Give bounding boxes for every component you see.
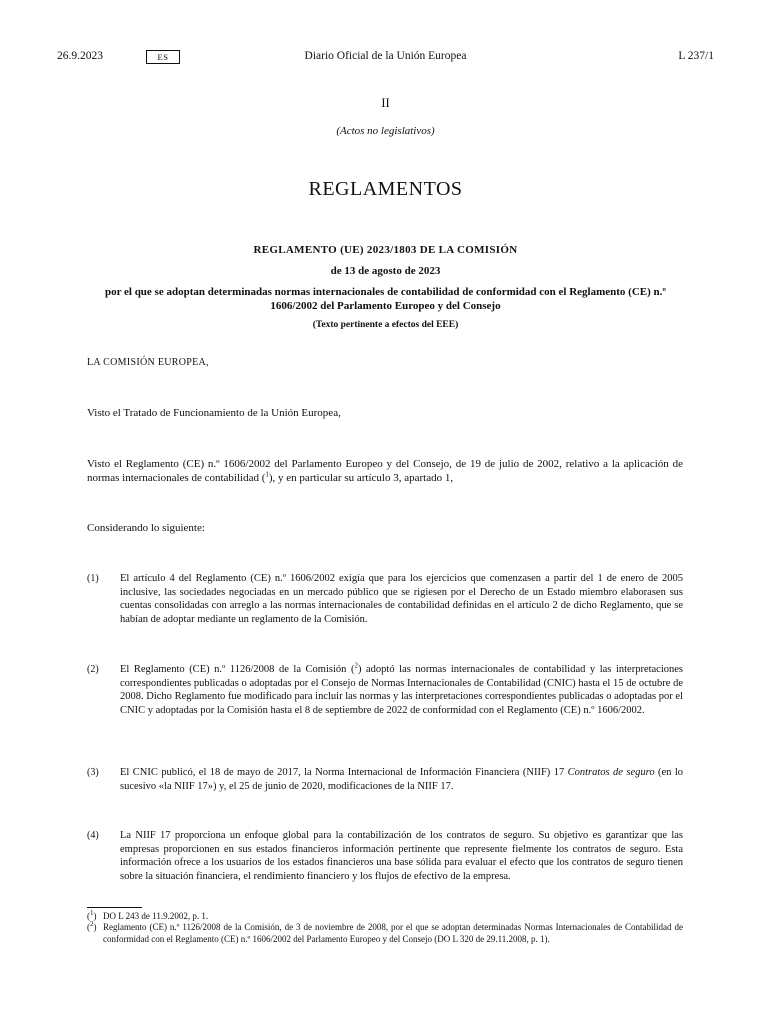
recital-text (120, 766, 683, 793)
recital-text-a: El CNIC publicó, el 18 de mayo de 2017, la Norma Internacional de Información Financiera (NIIF) 17 (120, 767, 568, 778)
footnote-divider (87, 907, 142, 908)
recital (87, 766, 683, 793)
recital-text: La NIIF 17 proporciona un enfoque global para la contabilización de los contratos de seguro. Su objetivo es garantizar que las empresas proporcionen en sus estados financieros información pertinente que represente fielmente los contratos de seguro. Esta información ofrece a los usuarios de los estados financieros una base sólida para evaluar el efecto que los contratos de seguro tienen sobre la situación financiera, el rendimiento financiero y los flujos de efectivo de la empresa. (120, 830, 683, 882)
citation-text-b: ), y en particular su artículo 3, apartado 1, (268, 472, 454, 484)
footnote-ref-2: 2 (354, 661, 358, 670)
footnote (87, 922, 683, 945)
eee-relevance: (Texto pertinente a efectos del EEE) (312, 320, 459, 330)
recital-number: (2) (87, 664, 99, 675)
regulation-title: REGLAMENTO (UE) 2023/1803 DE LA COMISIÓN (253, 244, 518, 256)
recital (87, 663, 683, 717)
recital-number: (4) (87, 830, 99, 841)
recital-text-b: (en lo sucesivo «la NIIF 17») y, el 25 de junio de 2020, modificaciones de la NIIF 17. (120, 767, 683, 792)
recital-text (120, 663, 683, 717)
recital (87, 572, 683, 626)
footnote-number-value: 1 (90, 909, 94, 917)
journal-title: Diario Oficial de la Unión Europea (304, 50, 467, 62)
recital (87, 829, 683, 883)
recital-italic-term: Contratos de seguro (567, 767, 655, 778)
recital-text: El artículo 4 del Reglamento (CE) n.º 1606/2002 exigía que para los ejercicios que comenzasen a partir del 1 de enero de 2005 inclusive, las sociedades negociadas en un mercado público que se rigiesen por el Derecho de un Estado miembro elaborasen sus cuentas consolidadas con arreglo a las normas internacionales de contabilidad definidas en el artículo 2 de dicho Reglamento, que se habían de adoptar mediante un reglamento de la Comisión. (120, 573, 683, 625)
footnote-ref-1: 1 (265, 470, 269, 479)
footnote-text: DO L 243 de 11.9.2002, p. 1. (103, 911, 209, 921)
main-heading: REGLAMENTOS (308, 178, 463, 200)
footnote (87, 911, 683, 923)
recital-text-a: El Reglamento (CE) n.º 1126/2008 de la Comisión ( (120, 664, 355, 675)
footnote-text: Reglamento (CE) n.º 1126/2008 de la Comisión, de 3 de noviembre de 2008, por el que se adoptan determinadas Normas Internacionales de Contabilidad de conformidad con el Reglamento (CE) n.º 1606/2002 del Parlamento Europeo y del Consejo (DO L 320 de 29.11.2008, p. 1). (103, 922, 683, 944)
recital-number: (1) (87, 573, 99, 584)
recital-text-b: ) adoptó las normas internacionales de contabilidad y las interpretaciones correspondientes publicadas o adoptadas por el Consejo de Normas Internacionales de Contabilidad (CNIC) hasta el 15 de octubre de 2008. Dicho Reglamento fue modificado para incluir las normas y las interpretaciones correspondientes publicadas o adoptadas por el CNIC y adoptadas por la Comisión hasta el 8 de septiembre de 2022 de conformidad con el Reglamento (CE) n.º 1606/2002. (120, 664, 683, 716)
publication-date: 26.9.2023 (57, 50, 103, 62)
page-reference: L 237/1 (678, 50, 714, 62)
footnote-number: ($^1$) (87, 909, 97, 921)
considering-line: Considerando lo siguiente: (87, 522, 205, 534)
regulation-date: de 13 de agosto de 2023 (330, 265, 441, 277)
regulation-subject: por el que se adoptan determinadas normas internacionales de contabilidad de conformidad con el Reglamento (CE) n.º 1606/2002 del Parlamento Europeo y del Consejo (104, 286, 667, 312)
footnote-number: ($^2$) (87, 920, 97, 932)
language-badge: ES (146, 50, 180, 64)
section-type: (Actos no legislativos) (336, 125, 435, 137)
citation-regulation (87, 457, 683, 485)
footnote-number-value: 2 (90, 920, 94, 928)
citation-treaty: Visto el Tratado de Funcionamiento de la Unión Europea, (87, 407, 341, 419)
commission-line: LA COMISIÓN EUROPEA, (87, 357, 209, 368)
page-header (57, 50, 714, 66)
citation-text-a: Visto el Reglamento (CE) n.º 1606/2002 del Parlamento Europeo y del Consejo, de 19 de julio de 2002, relativo a la aplicación de normas internacionales de contabilidad ( (87, 458, 683, 484)
recital-number: (3) (87, 767, 99, 778)
section-number: II (381, 96, 390, 110)
